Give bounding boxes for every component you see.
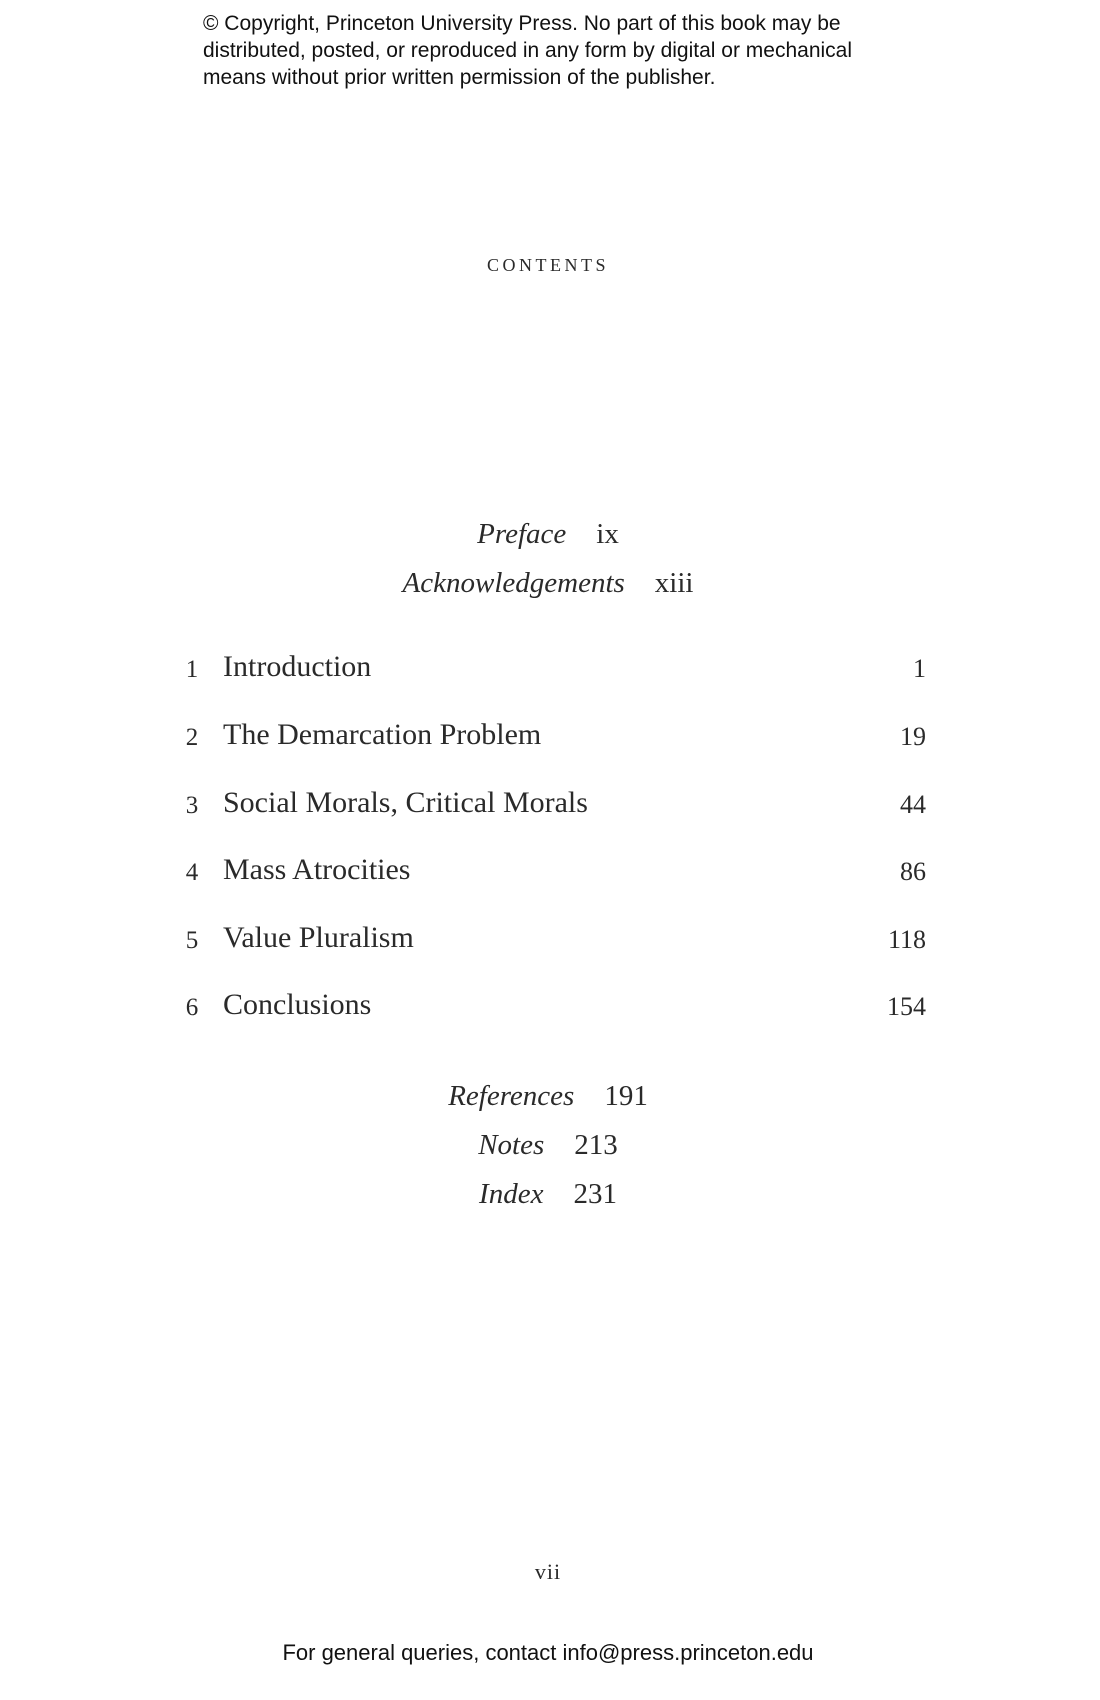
toc-entry-title: Preface bbox=[477, 518, 567, 550]
toc-entry-title: References bbox=[448, 1080, 575, 1112]
toc-chapter-2[interactable] bbox=[182, 718, 926, 758]
chapter-page: 44 bbox=[900, 790, 926, 819]
toc-entry-page: 191 bbox=[604, 1080, 648, 1112]
chapter-page: 118 bbox=[887, 925, 926, 954]
toc-front-entry-preface[interactable] bbox=[0, 516, 1096, 552]
toc-entry-page: xiii bbox=[654, 567, 694, 599]
chapter-title: Value Pluralism bbox=[223, 921, 414, 954]
toc-back-entry-notes[interactable] bbox=[0, 1127, 1096, 1163]
toc-entry-title: Notes bbox=[478, 1129, 545, 1161]
toc-chapter-1[interactable] bbox=[182, 650, 926, 690]
toc-back-entry-references[interactable] bbox=[0, 1078, 1096, 1114]
toc-chapter-5[interactable] bbox=[182, 921, 926, 961]
toc-chapter-6[interactable] bbox=[182, 988, 926, 1028]
toc-chapter-4[interactable] bbox=[182, 853, 926, 893]
chapter-number: 4 bbox=[185, 859, 199, 886]
chapter-title: Conclusions bbox=[223, 988, 372, 1021]
toc-chapter-3[interactable] bbox=[182, 786, 926, 826]
chapter-page: 154 bbox=[887, 992, 926, 1021]
chapter-number: 5 bbox=[185, 927, 199, 954]
chapter-page: 86 bbox=[900, 857, 926, 886]
copyright-notice bbox=[203, 10, 923, 91]
chapter-page: 19 bbox=[900, 722, 926, 751]
toc-front-entry-acknowledgements[interactable] bbox=[0, 565, 1096, 601]
chapter-title: Introduction bbox=[223, 650, 372, 683]
toc-entry-title: Acknowledgements bbox=[402, 567, 625, 599]
chapter-title: The Demarcation Problem bbox=[223, 718, 542, 751]
chapter-number: 3 bbox=[185, 792, 199, 819]
footer-contact: For general queries, contact info@press.princeton.edu bbox=[282, 1640, 814, 1665]
chapter-number: 2 bbox=[185, 724, 199, 751]
toc-entry-page: 231 bbox=[573, 1178, 617, 1210]
toc-back-entry-index[interactable] bbox=[0, 1176, 1096, 1212]
toc-entry-page: ix bbox=[596, 518, 619, 550]
copyright-line: distributed, posted, or reproduced in any form by digital or mechanical bbox=[203, 39, 853, 62]
copyright-line: © Copyright, Princeton University Press. No part of this book may be bbox=[203, 12, 841, 35]
contents-heading: contents bbox=[487, 248, 609, 277]
toc-entry-title: Index bbox=[479, 1178, 544, 1210]
chapter-number: 1 bbox=[185, 656, 199, 683]
chapter-title: Social Morals, Critical Morals bbox=[223, 786, 588, 819]
toc-entry-page: 213 bbox=[574, 1129, 618, 1161]
page-folio: vii bbox=[534, 1559, 562, 1584]
chapter-title: Mass Atrocities bbox=[223, 853, 411, 886]
chapter-page: 1 bbox=[913, 654, 926, 683]
chapter-number: 6 bbox=[185, 994, 199, 1021]
copyright-line: means without prior written permission of the publisher. bbox=[203, 66, 716, 89]
